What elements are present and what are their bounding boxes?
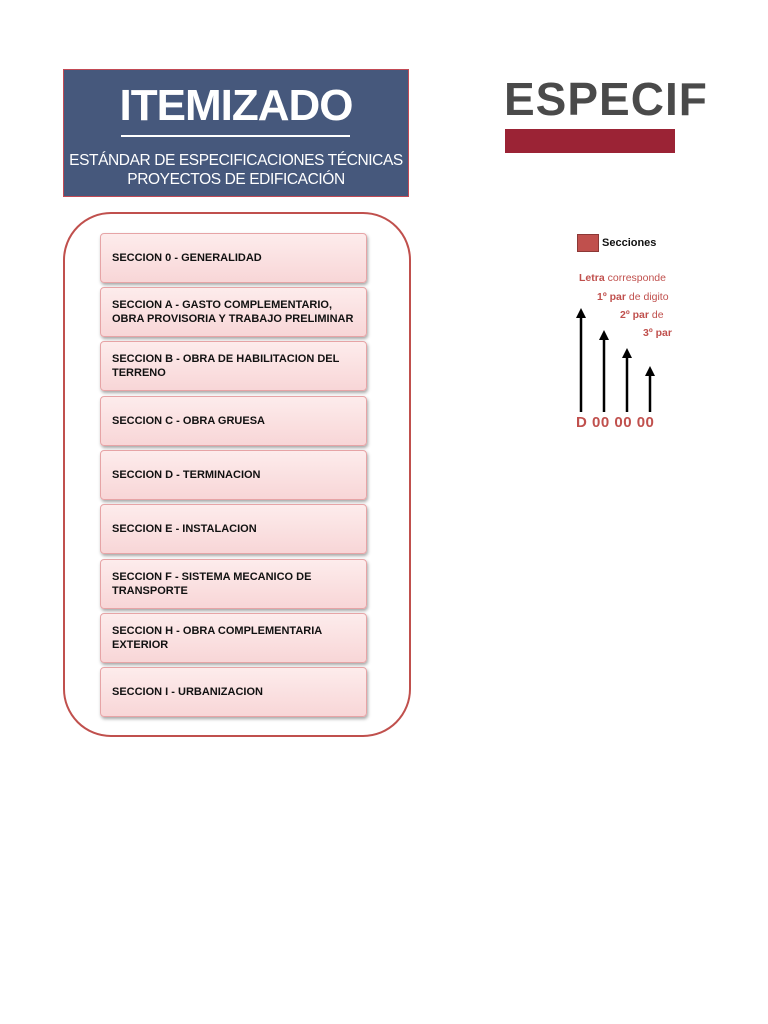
code-line-letra-bold: Letra [579,272,605,284]
section-item-e[interactable]: SECCION E - INSTALACION [100,504,367,554]
code-line-letra-rest: corresponde [604,272,666,284]
code-digits: D 00 00 00 [576,414,655,431]
legend-swatch [577,234,599,252]
arrow-par1-head [599,330,609,340]
arrow-par2-head [622,348,632,358]
code-line-par3-bold: 3º par [643,327,672,339]
section-item-c[interactable]: SECCION C - OBRA GRUESA [100,396,367,446]
especificaciones-heading: ESPECIF [504,73,708,125]
section-item-a[interactable]: SECCION A - GASTO COMPLEMENTARIO, OBRA PROVISORIA Y TRABAJO PRELIMINAR [100,287,367,337]
heading-accent-bar [505,129,675,153]
code-line-par1-bold: 1º par [597,291,626,303]
arrow-par3-head [645,366,655,376]
arrow-letra-head [576,308,586,318]
section-item-h[interactable]: SECCION H - OBRA COMPLEMENTARIA EXTERIOR [100,613,367,663]
banner-divider [121,135,350,137]
banner-title: ITEMIZADO [119,81,353,130]
code-line-par2-rest: de [648,309,664,321]
section-item-0[interactable]: SECCION 0 - GENERALIDAD [100,233,367,283]
code-line-par2-bold: 2º par [620,309,649,321]
banner-subtitle-line2: PROYECTOS DE EDIFICACIÓN [127,171,345,188]
code-line-par1-rest: de digito [625,291,669,303]
itemizado-banner [63,69,409,197]
section-item-f[interactable]: SECCION F - SISTEMA MECANICO DE TRANSPORTE [100,559,367,609]
legend-label: Secciones [602,237,657,249]
section-item-i[interactable]: SECCION I - URBANIZACION [100,667,367,717]
code-explanation [570,262,675,442]
banner-subtitle-line1: ESTÁNDAR DE ESPECIFICACIONES TÉCNICAS [69,152,403,169]
section-item-d[interactable]: SECCION D - TERMINACION [100,450,367,500]
section-item-b[interactable]: SECCION B - OBRA DE HABILITACION DEL TERRENO [100,341,367,391]
